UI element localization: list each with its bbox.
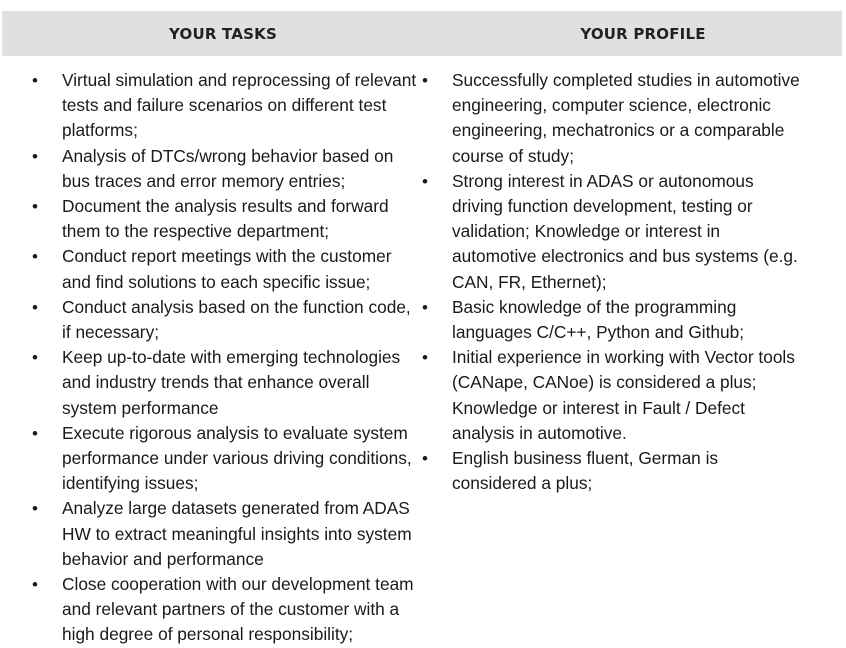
tasks-list [2,68,424,648]
table-body-row [2,56,842,648]
bullet-icon: • [32,423,38,443]
bullet-icon: • [422,171,428,191]
profile-item [424,345,842,446]
task-item [2,345,424,421]
profile-item [424,169,842,295]
bullet-icon: • [32,146,38,166]
bullet-icon: • [32,71,38,90]
bullet-icon: • [422,449,428,469]
task-text: Document the analysis results and forward them to the respective department; [62,196,389,242]
requirements-table [2,11,842,648]
profile-item [424,295,842,345]
task-text: Conduct report meetings with the customer and find solutions to each specific issue; [62,246,392,292]
bullet-icon: • [422,348,428,368]
bullet-icon: • [422,297,428,317]
task-text: Analysis of DTCs/wrong behavior based on bus traces and error memory entries; [62,145,394,191]
bullet-icon: • [32,499,38,519]
task-item [2,68,424,144]
profile-item [424,68,842,169]
profile-text: Successfully completed studies in automotive engineering, computer science, electronic engineering, mechatronics or a comparable course of study; [452,70,800,166]
profile-text: Strong interest in ADAS or autonomous driving function development, testing or validation; Knowledge or interest in automotive electronics and bus systems (e.g. CAN, FR, Ethernet); [452,170,798,292]
profile-header: YOUR PROFILE [580,24,706,43]
task-item [2,144,424,194]
bullet-icon: • [32,348,38,368]
task-text: Conduct analysis based on the function code, if necessary; [62,296,411,343]
profile-text: English business fluent, German is considered a plus; [452,448,719,494]
tasks-column [2,68,424,648]
bullet-icon: • [422,71,428,90]
bullet-icon: • [32,197,38,217]
task-text: Close cooperation with our development team and relevant partners of the customer with a high degree of personal responsibility; [62,574,414,645]
bullet-icon: • [32,247,38,267]
task-text: Keep up-to-date with emerging technologies and industry trends that enhance overall system performance [62,347,401,418]
task-text: Virtual simulation and reprocessing of relevant tests and failure scenarios on different test platforms; [62,70,417,141]
task-item [2,194,424,244]
profile-text: Basic knowledge of the programming languages C/C++, Python and Github; [452,296,745,343]
bullet-icon: • [32,575,38,595]
profile-item [424,446,842,496]
task-text: Execute rigorous analysis to evaluate system performance under various driving conditions, identifying issues; [62,422,412,494]
bullet-icon: • [32,297,38,317]
profile-text: Initial experience in working with Vector tools (CANape, CANoe) is considered a plus; Knowledge or interest in Fault / Defect analysis in automotive. [452,347,795,443]
tasks-header: YOUR TASKS [169,24,277,43]
profile-list [424,68,842,496]
profile-column [424,68,842,648]
task-item [2,244,424,294]
task-item [2,295,424,345]
task-item [2,496,424,572]
task-item [2,421,424,497]
task-item [2,572,424,648]
task-text: Analyze large datasets generated from ADAS HW to extract meaningful insights into system behavior and performance [62,498,412,569]
table-header-row [2,11,842,56]
